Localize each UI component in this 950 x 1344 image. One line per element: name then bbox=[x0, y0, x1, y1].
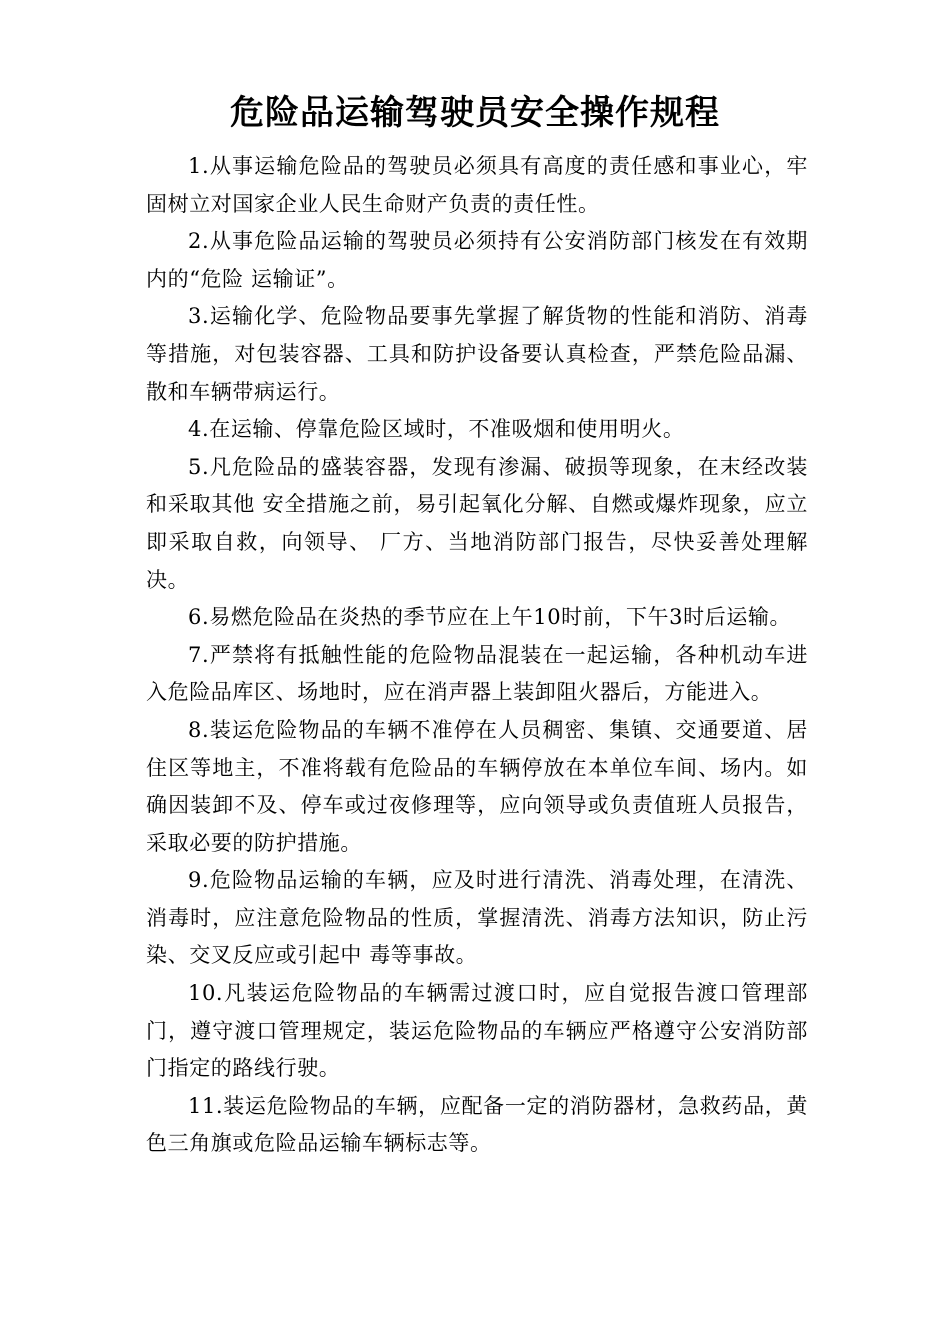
paragraph-9: 9.危险物品运输的车辆，应及时进行清洗、消毒处理，在清洗、消毒时，应注意危险物品的性质，掌握清洗、消毒方法知识，防止污染、交叉反应或引起中 毒等事故。 bbox=[146, 868, 808, 968]
paragraph-6: 6.易燃危险品在炎热的季节应在上午10时前，下午3时后运输。 bbox=[188, 605, 792, 630]
paragraph-1: 1.从事运输危险品的驾驶员必须具有高度的责任感和事业心，牢固树立对国家企业人民生命财产负责的责任性。 bbox=[146, 154, 808, 216]
paragraph-5: 5.凡危险品的盛装容器，发现有渗漏、破损等现象，在末经改装和采取其他 安全措施之前，易引起氧化分解、自燃或爆炸现象，应立即采取自救，向领导、 厂方、当地消防部门报告，尽快妥善处理解决。 bbox=[146, 454, 808, 592]
paragraph-3: 3.运输化学、危险物品要事先掌握了解货物的性能和消防、消毒等措施，对包装容器、工具和防护设备要认真检查，严禁危险品漏、散和车辆带病运行。 bbox=[146, 304, 808, 404]
paragraph-2: 2.从事危险品运输的驾驶员必须持有公安消防部门核发在有效期内的“危险 运输证”。 bbox=[146, 229, 808, 291]
paragraph-4: 4.在运输、停靠危险区域时，不准吸烟和使用明火。 bbox=[188, 417, 685, 442]
paragraph-11: 11.装运危险物品的车辆，应配备一定的消防器材，急救药品，黄色三角旗或危险品运输车辆标志等。 bbox=[146, 1093, 808, 1156]
paragraph-7: 7.严禁将有抵触性能的危险物品混装在一起运输，各种机动车进入危险品库区、场地时，应在消声器上装卸阻火器后，方能进入。 bbox=[146, 642, 808, 705]
paragraph-8: 8.装运危险物品的车辆不准停在人员稠密、集镇、交通要道、居住区等地主，不准将载有危险品的车辆停放在本单位车间、场内。如确因装卸不及、停车或过夜修理等，应向领导或负责值班人员报告，采取必要的防护措施。 bbox=[146, 717, 808, 855]
document-body bbox=[146, 148, 808, 1163]
page-title: 危险品运输驾驶员安全操作规程 bbox=[230, 93, 720, 133]
paragraph-10: 10.凡装运危险物品的车辆需过渡口时，应自觉报告渡口管理部门，遵守渡口管理规定，装运危险物品的车辆应严格遵守公安消防部门指定的路线行驶。 bbox=[146, 981, 808, 1081]
